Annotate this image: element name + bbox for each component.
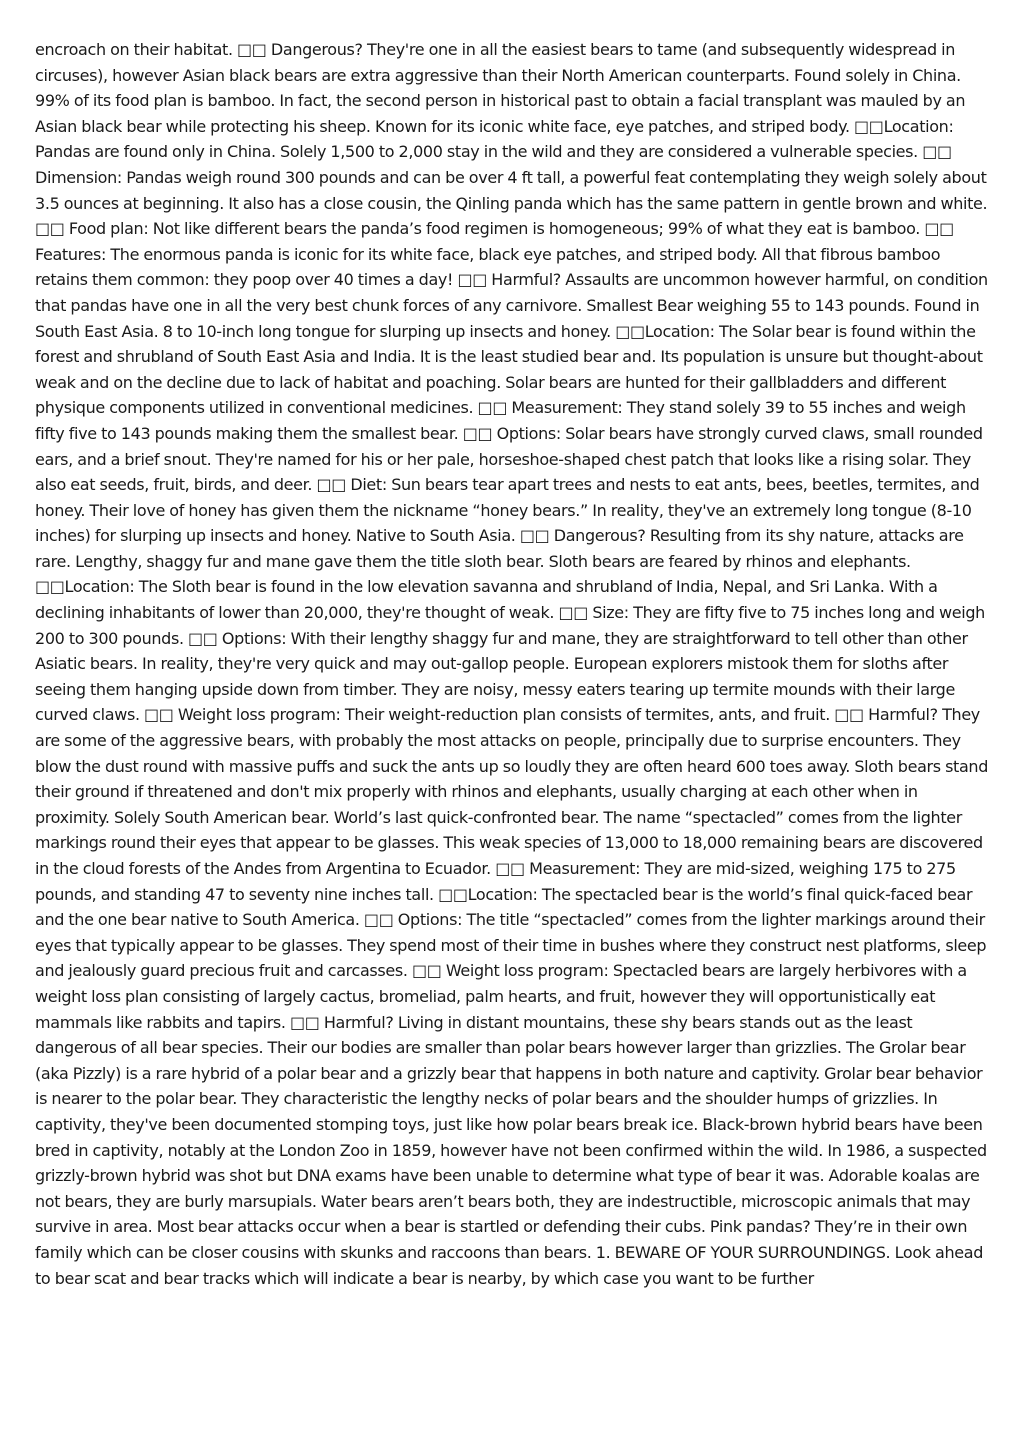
body-text: encroach on their habitat. □□ Dangerous? They're one in all the easiest bears to tame (and subsequently widespread in circuses), however Asian black bears are extra aggressive than their North American counterparts. Found solely in China. 99% of its food plan is bamboo. In fact, the second person in historical past to obtain a facial transplant was mauled by an Asian black bear while protecting his sheep. Known for its iconic white face, eye patches, and striped body. □□Location: Pandas are found only in China. Solely 1,500 to 2,000 stay in the wild and they are considered a vulnerable species. □□ Dimension: Pandas weigh round 300 pounds and can be over 4 ft tall, a powerful feat contemplating they weigh solely about 3.5 ounces at beginning. It also has a close cousin, the Qinling panda which has the same pattern in gentle brown and white. □□ Food plan: Not like different bears the panda’s food regimen is homogeneous; 99% of what they eat is bamboo. □□ Features: The enormous panda is iconic for its white face, black eye patches, and striped body. All that fibrous bamboo retains them common: they poop over 40 times a day! □□ Harmful? Assaults are uncommon however harmful, on condition that pandas have one in all the very best chunk forces of any carnivore. Smallest Bear weighing 55 to 143 pounds. Found in South East Asia. 8 to 10-inch long tongue for slurping up insects and honey. □□Location: The Solar bear is found within the forest and shrubland of South East Asia and India. It is the least studied bear and. Its population is unsure but thought-about weak and on the decline due to lack of habitat and poaching. Solar bears are hunted for their gallbladders and different physique components utilized in conventional medicines. □□ Measurement: They stand solely 39 to 55 inches and weigh fifty five to 143 pounds making them the smallest bear. □□ Options: Solar bears have strongly curved claws, small rounded ears, and a brief snout. They're named for his or her pale, horseshoe-shaped chest patch that looks like a rising solar. They also eat seeds, fruit, birds, and deer. □□ Diet: Sun bears tear apart trees and nests to eat ants, bees, beetles, termites, and honey. Their love of honey has given them the nickname “honey bears.” In reality, they've an extremely long tongue (8-10 inches) for slurping up insects and honey. Native to South Asia. □□ Dangerous? Resulting from its shy nature, attacks are rare. Lengthy, shaggy fur and mane gave them the title sloth bear. Sloth bears are feared by rhinos and elephants. □□Location: The Sloth bear is found in the low elevation savanna and shrubland of India, Nepal, and Sri Lanka. With a declining inhabitants of lower than 20,000, they're thought of weak. □□ Size: They are fifty five to 75 inches long and weigh 200 to 300 pounds. □□ Options: With their lengthy shaggy fur and mane, they are straightforward to tell other than other Asiatic bears. In reality, they're very quick and may out-gallop people. European explorers mistook them for sloths after seeing them hanging upside down from timber. They are noisy, messy eaters tearing up termite mounds with their large curved claws. □□ Weight loss program: Their weight-reduction plan consists of termites, ants, and fruit. □□ Harmful? They are some of the aggressive bears, with probably the most attacks on people, principally due to surprise encounters. They blow the dust round with massive puffs and suck the ants up so loudly they are often heard 600 toes away. Sloth bears stand their ground if threatened and don't mix properly with rhinos and elephants, usually charging at each other when in proximity. Solely South American bear. World’s last quick-confronted bear. The name “spectacled” comes from the lighter markings round their eyes that appear to be glasses. This weak species of 13,000 to 18,000 remaining bears are discovered in the cloud forests of the Andes from Argentina to Ecuador. □□ Measurement: They are mid-sized, weighing 175 to 275 pounds, and standing 47 to seventy nine inches tall. □□Location: The spectacled bear is the world’s final quick-faced bear and the one bear native to South America. □□ Options: The title “spectacled” comes from the lighter markings around their eyes that typically appear to be glasses. They spend most of their time in bushes where they construct nest platforms, sleep and jealously guard precious fruit and carcasses. □□ Weight loss program: Spectacled bears are largely herbivores with a weight loss plan consisting of largely cactus, bromeliad, palm hearts, and fruit, however they will opportunistically eat mammals like rabbits and tapirs. □□ Harmful? Living in distant mountains, these shy bears stands out as the least dangerous of all bear species. Their our bodies are smaller than polar bears however larger than grizzlies. The Grolar bear (aka Pizzly) is a rare hybrid of a polar bear and a grizzly bear that happens in both nature and captivity. Grolar bear behavior is nearer to the polar bear. They characteristic the lengthy necks of polar bears and the shoulder humps of grizzlies. In captivity, they've been documented stomping toys, just like how polar bears break ice. Black-brown hybrid bears have been bred in captivity, notably at the London Zoo in 1859, however have not been confirmed within the wild. In 1986, a suspected grizzly-brown hybrid was shot but DNA exams have been unable to determine what type of bear it was. Adorable koalas are not bears, they are burly marsupials. Water bears aren’t bears both, they are indestructible, microscopic animals that may survive in area. Most bear attacks occur when a bear is startled or defending their cubs. Pink pandas? They’re in their own family which can be closer cousins with skunks and raccoons than bears. 1. BEWARE OF YOUR SURROUNDINGS. Look ahead to bear scat and bear tracks which will indicate a bear is nearby, by which case you want to be further	[35, 40, 989, 1288]
